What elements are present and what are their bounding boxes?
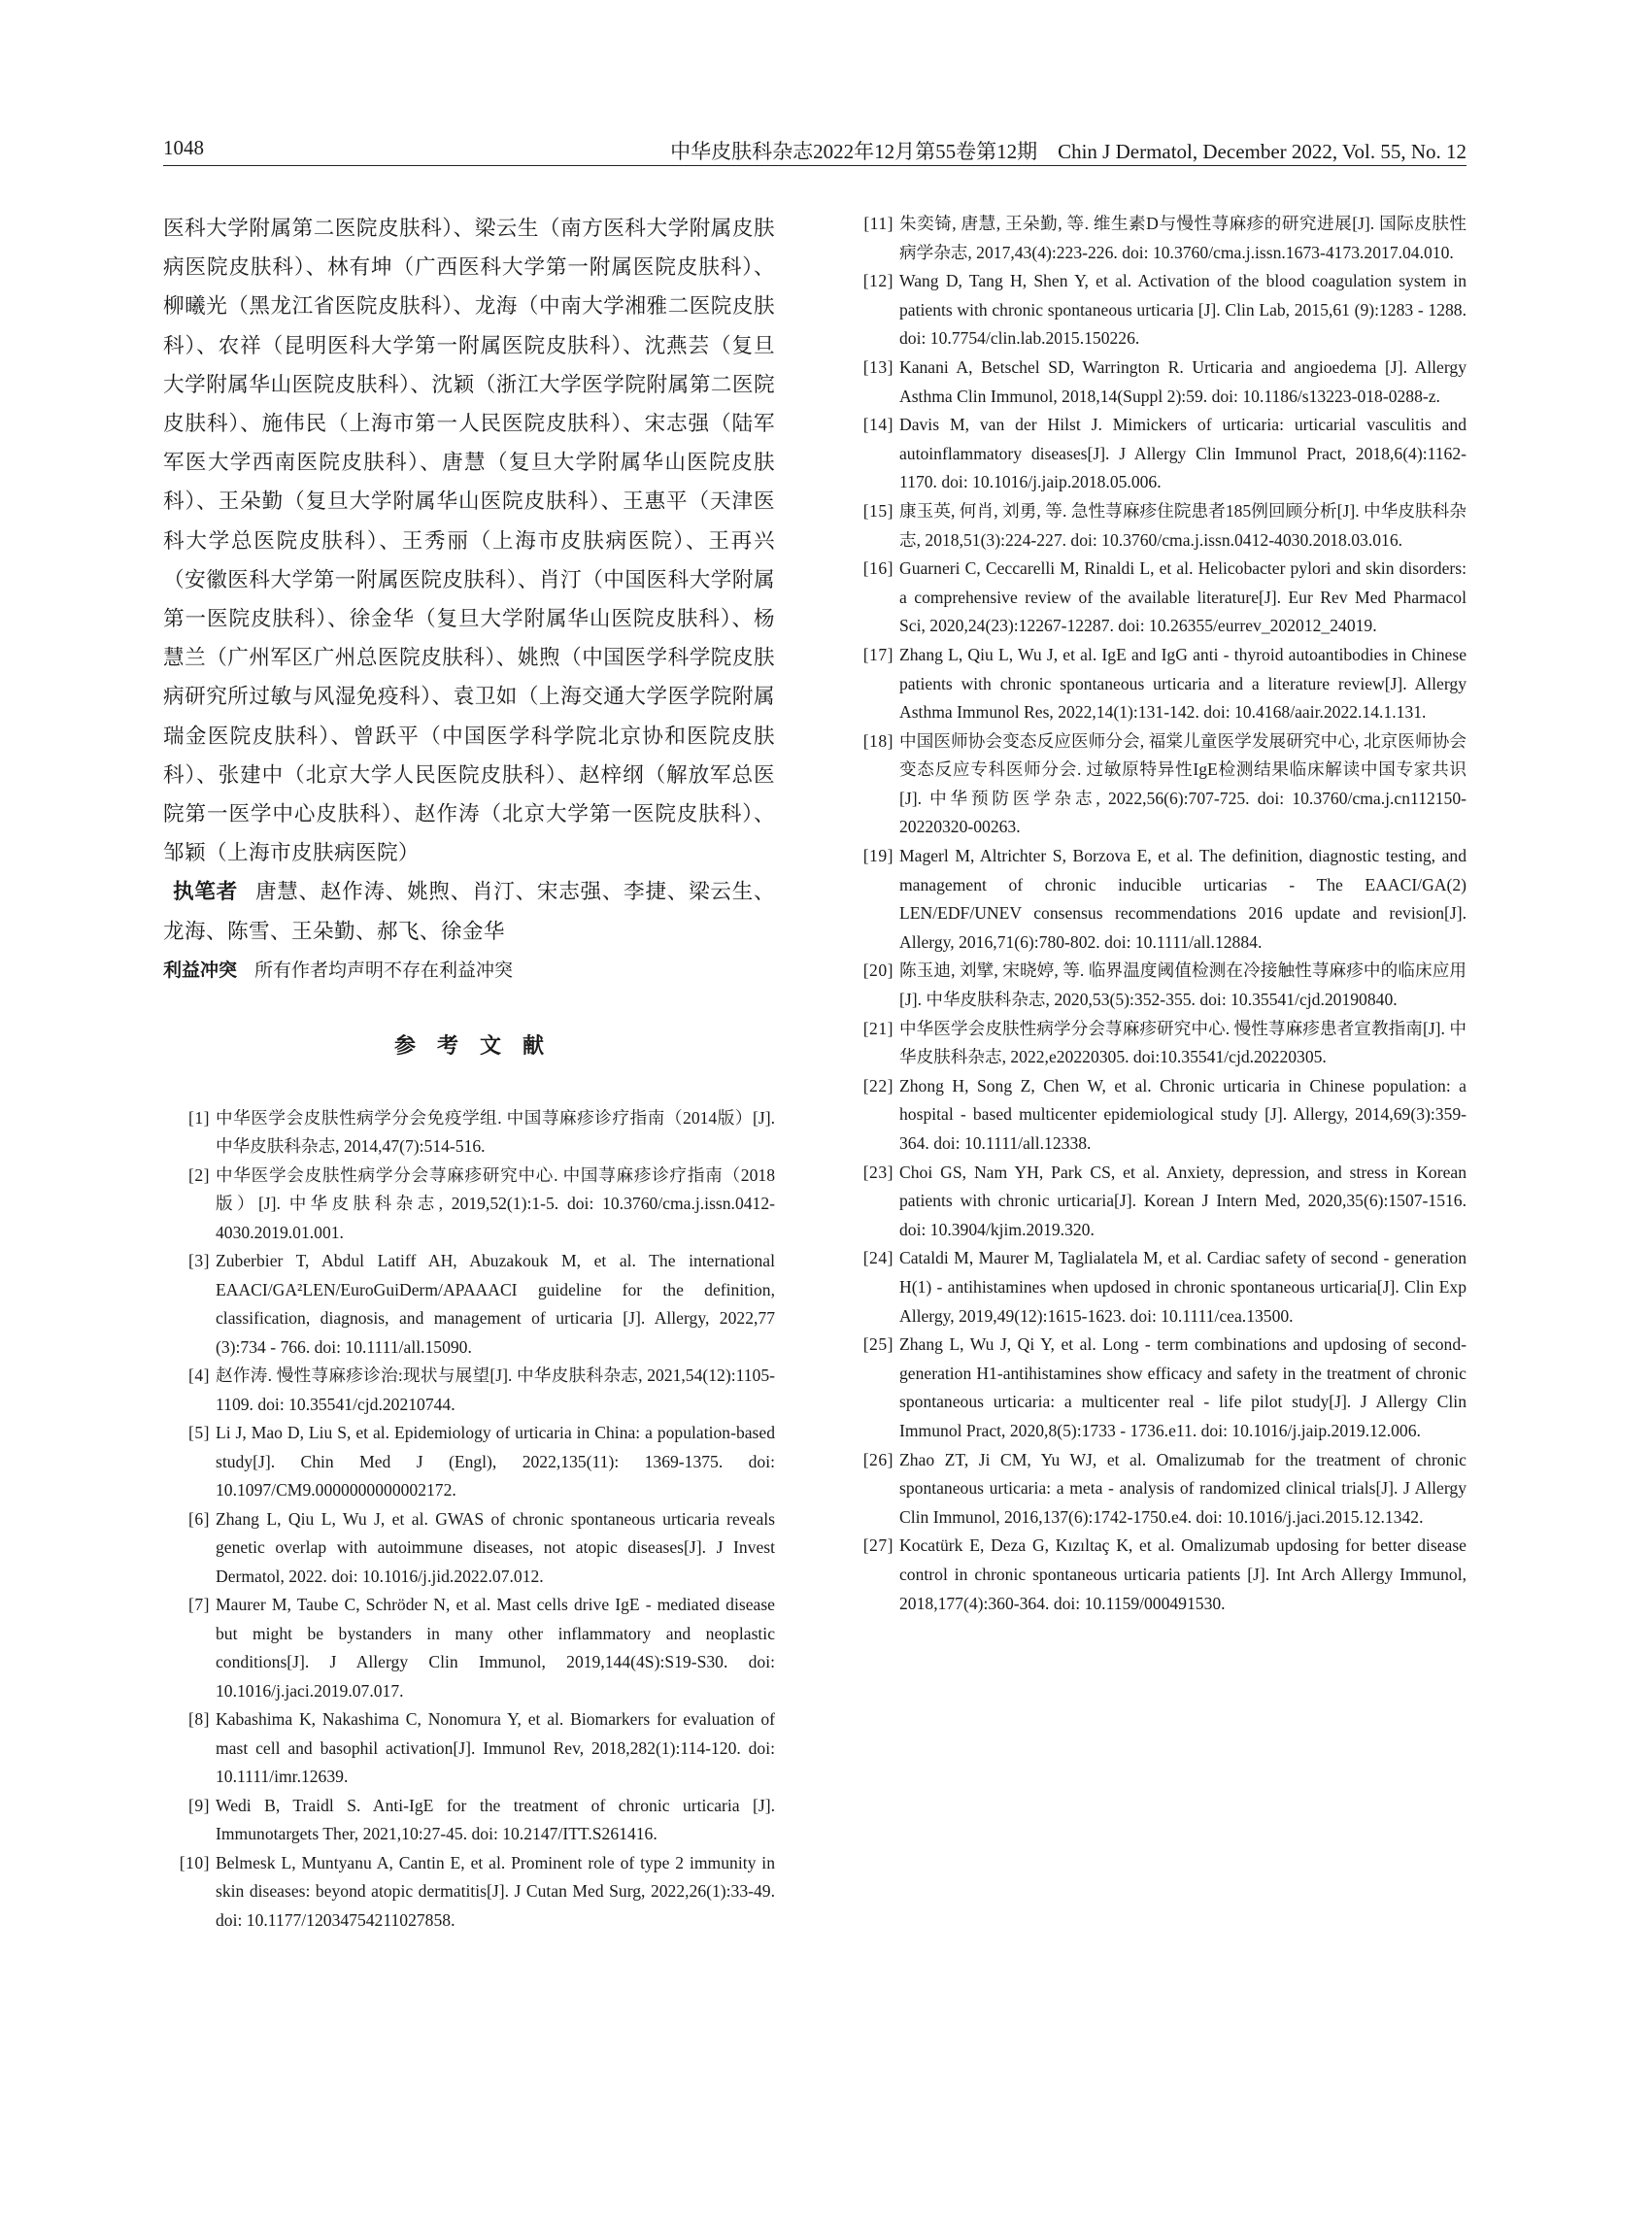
reference-item <box>163 1362 775 1419</box>
reference-item <box>163 1104 775 1162</box>
reference-item <box>847 1331 1467 1445</box>
conflict-text: 所有作者均声明不存在利益冲突 <box>254 959 514 981</box>
reference-text: 朱奕锜, 唐慧, 王朵勤, 等. 维生素D与慢性荨麻疹的研究进展[J]. 国际皮肤性病学杂志, 2017,43(4):223-226. doi: 10.3760/cma.j.issn.1673-4173.2017.04.010. <box>899 214 1467 262</box>
header-rule <box>163 165 1467 166</box>
journal-citation: 中华皮肤科杂志2022年12月第55卷第12期 Chin J Dermatol, December 2022, Vol. 55, No. 12 <box>670 140 1467 163</box>
reference-item <box>163 1705 775 1792</box>
reference-item <box>847 842 1467 957</box>
reference-text: Zhao ZT, Ji CM, Yu WJ, et al. Omalizumab for the treatment of chronic spontaneous urticaria: a meta - analysis of randomized clinical trials[J]. J Allergy Clin Immunol, 2016,137(6):1742-1750.e4. doi: 10.1016/j.jaci.2015.12.1342. <box>899 1449 1467 1527</box>
reference-text: Magerl M, Altrichter S, Borzova E, et al. The definition, diagnostic testing, and management of chronic inducible urticarias - The EAACI/GA(2) LEN/EDF/UNEV consensus recommendations 2016 update and revision[J]. Allergy, 2016,71(6):780-802. doi: 10.1111/all.12884. <box>899 846 1467 952</box>
reference-item <box>847 497 1467 555</box>
references-heading: 参考文献 <box>393 1032 565 1059</box>
reference-item <box>163 1591 775 1705</box>
reference-text: 中华医学会皮肤性病学分会荨麻疹研究中心. 慢性荨麻疹患者宣教指南[J]. 中华皮肤科杂志, 2022,e20220305. doi:10.35541/cjd.20220305. <box>899 1018 1467 1067</box>
reference-number: [19] <box>862 846 893 866</box>
reference-number: [5] <box>187 1423 210 1443</box>
reference-number: [17] <box>862 644 893 664</box>
reference-item <box>847 354 1467 411</box>
reference-text: Wedi B, Traidl S. Anti-IgE for the treatment of chronic urticaria [J]. Immunotargets Ther, 2021,10:27-45. doi: 10.2147/ITT.S261416. <box>216 1795 775 1844</box>
reference-item <box>847 1072 1467 1159</box>
reference-item <box>847 1532 1467 1618</box>
reference-number: [22] <box>862 1075 893 1096</box>
reference-text: 中华医学会皮肤性病学分会荨麻疹研究中心. 中国荨麻疹诊疗指南（2018版）[J]. 中华皮肤科杂志, 2019,52(1):1-5. doi: 10.3760/cma.j.issn.0412-4030.2019.01.001. <box>216 1164 775 1242</box>
reference-number: [18] <box>862 730 893 751</box>
reference-number: [25] <box>862 1334 893 1355</box>
reference-item <box>163 1505 775 1592</box>
reference-number: [2] <box>187 1164 210 1185</box>
reference-number: [3] <box>187 1251 210 1271</box>
authors-label: 执笔者 <box>173 880 238 905</box>
reference-number: [14] <box>862 415 893 435</box>
right-column <box>847 210 1467 1618</box>
reference-item <box>847 727 1467 842</box>
reference-number: [27] <box>862 1535 893 1556</box>
reference-text: 康玉英, 何肖, 刘勇, 等. 急性荨麻疹住院患者185例回顾分析[J]. 中华皮肤科杂志, 2018,51(3):224-227. doi: 10.3760/cma.j.issn.0412-4030.2018.03.016. <box>899 500 1467 550</box>
reference-number: [11] <box>863 214 893 233</box>
reference-item <box>163 1792 775 1849</box>
reference-number: [21] <box>862 1018 893 1038</box>
reference-item <box>847 1015 1467 1072</box>
left-column <box>163 210 775 1935</box>
reference-list-right <box>847 210 1467 1618</box>
reference-item <box>847 1446 1467 1533</box>
reference-number: [20] <box>862 961 893 981</box>
reference-text: Wang D, Tang H, Shen Y, et al. Activation of the blood coagulation system in patients with chronic spontaneous urticaria [J]. Clin Lab, 2015,61 (9):1283 - 1288. doi: 10.7754/clin.lab.2015.150226. <box>899 271 1467 349</box>
reference-text: Cataldi M, Maurer M, Taglialatela M, et al. Cardiac safety of second - generation H(1) - antihistamines when updosed in chronic spontaneous urticaria[J]. Clin Exp Allergy, 2019,49(12):1615-1623. doi: 10.1111/cea.13500. <box>899 1248 1467 1326</box>
reference-number: [13] <box>862 356 893 377</box>
reference-item <box>163 1247 775 1362</box>
reference-number: [23] <box>862 1162 893 1182</box>
reference-number: [15] <box>862 500 893 521</box>
reference-text: 中国医师协会变态反应医师分会, 福棠儿童医学发展研究中心, 北京医师协会变态反应专科医师分会. 过敏原特异性IgE检测结果临床解读中国专家共识[J]. 中华预防医学杂志, 2022,56(6):707-725. doi: 10.3760/cma.j.cn112150-20220320-00263. <box>899 730 1467 837</box>
reference-item <box>847 267 1467 354</box>
writing-authors <box>163 873 775 951</box>
reference-number: [6] <box>187 1508 210 1529</box>
reference-number: [16] <box>862 558 893 579</box>
reference-number: [24] <box>862 1248 893 1268</box>
reference-text: Kanani A, Betschel SD, Warrington R. Urticaria and angioedema [J]. Allergy Asthma Clin Immunol, 2018,14(Suppl 2):59. doi: 10.1186/s13223-018-0288-z. <box>899 356 1467 406</box>
reference-item <box>847 1244 1467 1331</box>
reference-number: [7] <box>187 1595 210 1615</box>
reference-number: [1] <box>187 1107 210 1128</box>
reference-text: Zhang L, Qiu L, Wu J, et al. GWAS of chronic spontaneous urticaria reveals genetic overlap with autoimmune diseases, not atopic diseases[J]. J Invest Dermatol, 2022. doi: 10.1016/j.jid.2022.07.012. <box>216 1508 775 1586</box>
conflict-label: 利益冲突 <box>163 959 238 981</box>
reference-number: [8] <box>187 1709 210 1730</box>
reference-text: Guarneri C, Ceccarelli M, Rinaldi L, et al. Helicobacter pylori and skin disorders: a comprehensive review of the available literature[J]. Eur Rev Med Pharmacol Sci, 2020,24(23):12267-12287. doi: 10.26355/eurrev_202012_24019. <box>899 558 1467 636</box>
reference-text: Zhang L, Qiu L, Wu J, et al. IgE and IgG anti - thyroid autoantibodies in Chinese patients with chronic spontaneous urticaria and a literature review[J]. Allergy Asthma Immunol Res, 2022,14(1):131-142. doi: 10.4168/aair.2022.14.1.131. <box>899 644 1467 723</box>
reference-item <box>847 641 1467 727</box>
reference-text: Zhang L, Wu J, Qi Y, et al. Long - term combinations and updosing of second-generation H1-antihistamines show efficacy and safety in the treatment of chronic spontaneous urticaria: a multicenter real - life pilot study[J]. J Allergy Clin Immunol Pract, 2020,8(5):1733 - 1736.e11. doi: 10.1016/j.jaip.2019.12.006. <box>899 1334 1467 1440</box>
running-header <box>163 132 1467 167</box>
reference-text: Choi GS, Nam YH, Park CS, et al. Anxiety, depression, and stress in Korean patients with chronic urticaria[J]. Korean J Intern Med, 2020,35(6):1507-1516. doi: 10.3904/kjim.2019.320. <box>899 1162 1467 1239</box>
reference-text: 中华医学会皮肤性病学分会免疫学组. 中国荨麻疹诊疗指南（2014版）[J]. 中华皮肤科杂志, 2014,47(7):514-516. <box>216 1107 775 1157</box>
reference-text: Li J, Mao D, Liu S, et al. Epidemiology of urticaria in China: a population-based study[J]. Chin Med J (Engl), 2022,135(11): 1369-1375. doi: 10.1097/CM9.0000000000002172. <box>216 1423 775 1500</box>
reference-item <box>847 411 1467 497</box>
reference-number: [4] <box>187 1365 210 1386</box>
reference-item <box>163 1162 775 1248</box>
reference-item <box>847 210 1467 267</box>
reference-text: Davis M, van der Hilst J. Mimickers of urticaria: urticarial vasculitis and autoinflammatory diseases[J]. J Allergy Clin Immunol Pract, 2018,6(4):1162-1170. doi: 10.1016/j.jaip.2018.05.006. <box>899 415 1467 492</box>
reference-item <box>847 555 1467 641</box>
reference-text: Zhong H, Song Z, Chen W, et al. Chronic urticaria in Chinese population: a hospital - based multicenter epidemiological study [J]. Allergy, 2014,69(3):359-364. doi: 10.1111/all.12338. <box>899 1075 1467 1153</box>
reference-item <box>163 1849 775 1936</box>
reference-item <box>847 957 1467 1014</box>
reference-text: 赵作涛. 慢性荨麻疹诊治:现状与展望[J]. 中华皮肤科杂志, 2021,54(12):1105-1109. doi: 10.35541/cjd.20210744. <box>216 1365 775 1414</box>
reference-text: Kocatürk E, Deza G, Kızıltaç K, et al. Omalizumab updosing for better disease control in chronic spontaneous urticaria patients [J]. Int Arch Allergy Immunol, 2018,177(4):360-364. doi: 10.1159/000491530. <box>899 1535 1467 1613</box>
reference-item <box>847 1159 1467 1245</box>
conflict-of-interest <box>163 952 775 989</box>
reference-text: 陈玉迪, 刘擘, 宋晓婷, 等. 临界温度阈值检测在冷接触性荨麻疹中的临床应用[J]. 中华皮肤科杂志, 2020,53(5):352-355. doi: 10.35541/cjd.20190840. <box>899 961 1467 1010</box>
reference-text: Maurer M, Taube C, Schröder N, et al. Mast cells drive IgE - mediated disease but might be bystanders in many other inflammatory and neoplastic conditions[J]. J Allergy Clin Immunol, 2019,144(4S):S19-S30. doi: 10.1016/j.jaci.2019.07.017. <box>216 1595 775 1701</box>
reference-number: [9] <box>187 1795 210 1815</box>
reference-number: [10] <box>179 1852 210 1872</box>
reference-text: Belmesk L, Muntyanu A, Cantin E, et al. Prominent role of type 2 immunity in skin diseases: beyond atopic dermatitis[J]. J Cutan Med Surg, 2022,26(1):33-49. doi: 10.1177/12034754211027858. <box>216 1852 775 1930</box>
reference-item <box>163 1419 775 1505</box>
reference-number: [12] <box>862 271 893 291</box>
reference-number: [26] <box>862 1449 893 1469</box>
reference-text: Kabashima K, Nakashima C, Nonomura Y, et al. Biomarkers for evaluation of mast cell and basophil activation[J]. Immunol Rev, 2018,282(1):114-120. doi: 10.1111/imr.12639. <box>216 1709 775 1787</box>
page-number: 1048 <box>163 136 204 159</box>
authors-names: 唐慧、赵作涛、姚煦、肖汀、宋志强、李捷、梁云生、龙海、陈雪、王朵勤、郝飞、徐金华 <box>163 880 776 944</box>
committee-members: 医科大学附属第二医院皮肤科）、梁云生（南方医科大学附属皮肤病医院皮肤科）、林有坤（广西医科大学第一附属医院皮肤科）、柳曦光（黑龙江省医院皮肤科）、龙海（中南大学湘雅二医院皮肤科）、农祥（昆明医科大学第一附属医院皮肤科）、沈燕芸（复旦大学附属华山医院皮肤科）、沈颖（浙江大学医学院附属第二医院皮肤科）、施伟民（上海市第一人民医院皮肤科）、宋志强（陆军军医大学西南医院皮肤科）、唐慧（复旦大学附属华山医院皮肤科）、王朵勤（复旦大学附属华山医院皮肤科）、王惠平（天津医科大学总医院皮肤科）、王秀丽（上海市皮肤病医院）、王再兴（安徽医科大学第一附属医院皮肤科）、肖汀（中国医科大学附属第一医院皮肤科）、徐金华（复旦大学附属华山医院皮肤科）、杨慧兰（广州军区广州总医院皮肤科）、姚煦（中国医学科学院皮肤病研究所过敏与风湿免疫科）、袁卫如（上海交通大学医学院附属瑞金医院皮肤科）、曾跃平（中国医学科学院北京协和医院皮肤科）、张建中（北京大学人民医院皮肤科）、赵梓纲（解放军总医院第一医学中心皮肤科）、赵作涛（北京大学第一医院皮肤科）、邹颖（上海市皮肤病医院） <box>163 217 775 866</box>
reference-list-left <box>163 1104 775 1936</box>
reference-text: Zuberbier T, Abdul Latiff AH, Abuzakouk M, et al. The international EAACI/GA²LEN/EuroGuiDerm/APAAACI guideline for the definition, classification, diagnosis, and management of urticaria [J]. Allergy, 2022,77 (3):734 - 766. doi: 10.1111/all.15090. <box>216 1251 775 1357</box>
